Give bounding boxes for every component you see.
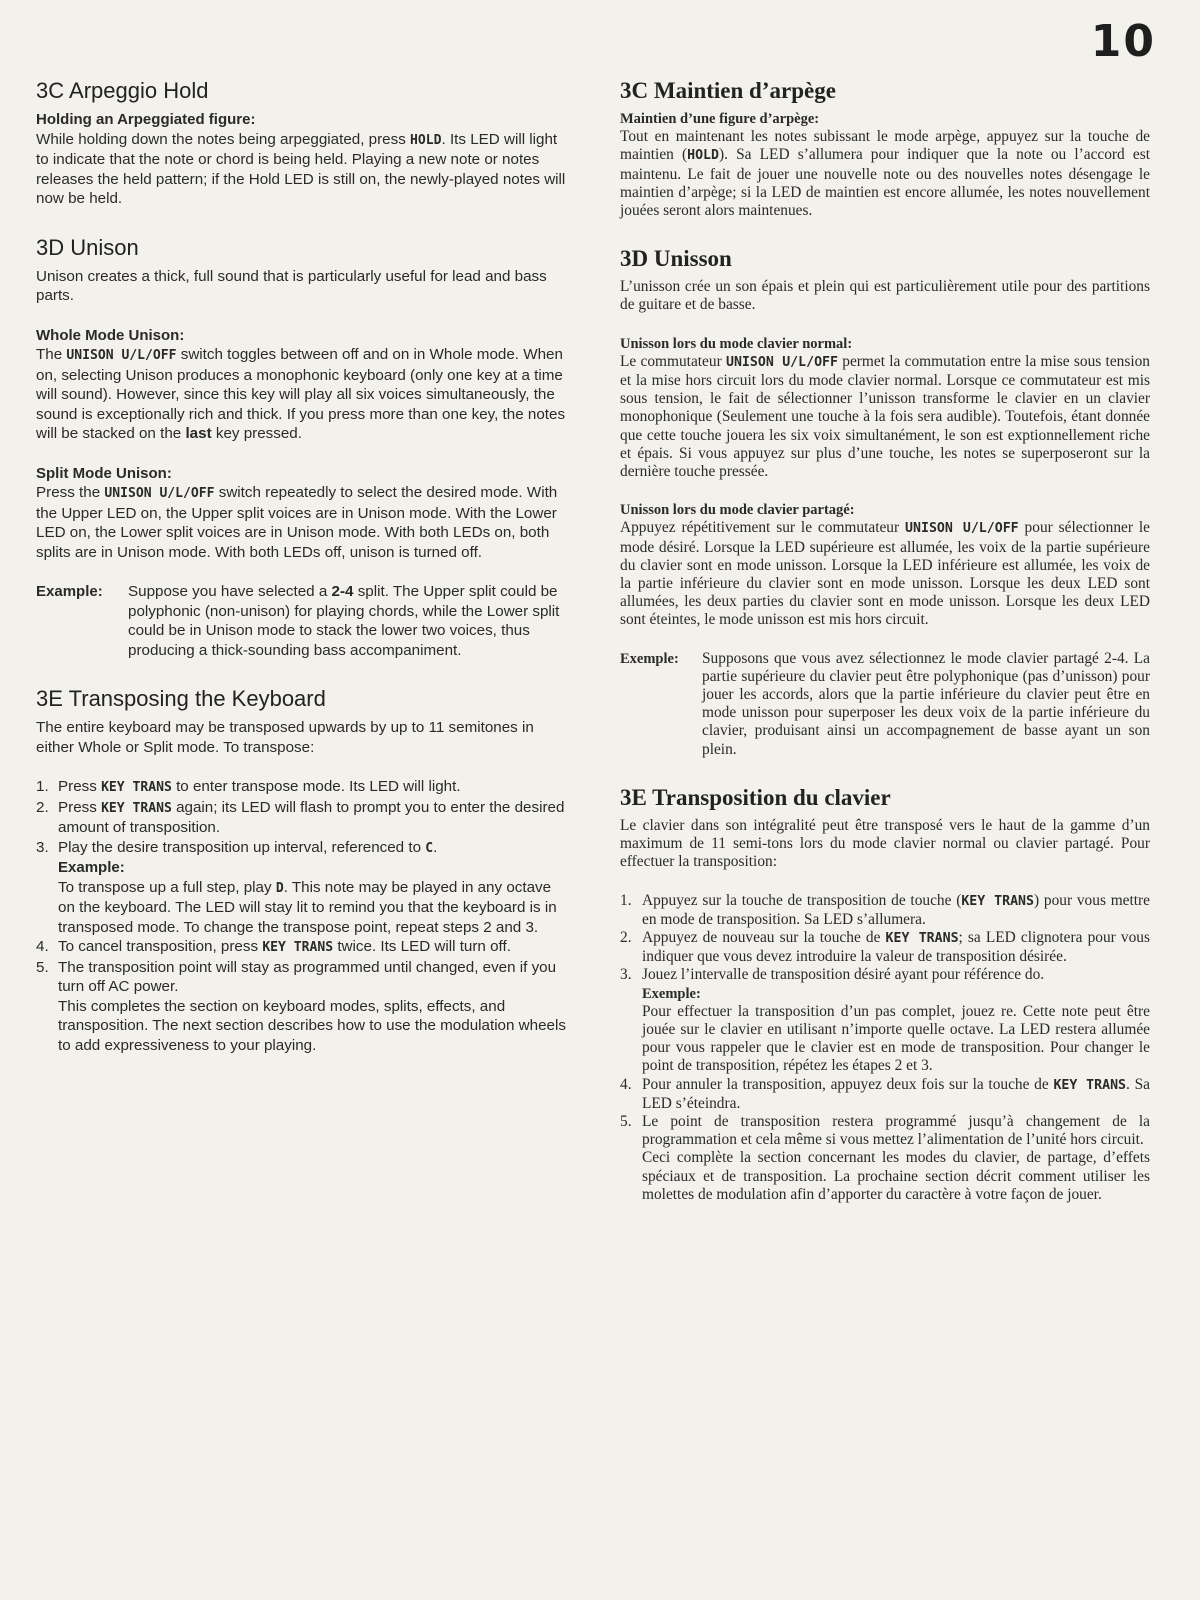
subheading-unisson-normal: Unisson lors du mode clavier normal: xyxy=(620,335,853,352)
paragraph-unison-intro: Unison creates a thick, full sound that is particularly useful for lead and bass parts. xyxy=(36,267,547,304)
example-text: Suppose you have selected a 2-4 split. The Upper split could be polyphonic (non-unison) for playing chords, while the Lower split could be in Unison mode to stack the lower two voices, thus producing a thick-sounding bass accompaniment. xyxy=(128,583,560,659)
transposition-steps-list xyxy=(620,892,1150,1204)
example-block xyxy=(36,582,566,660)
page-number: 10 xyxy=(1090,16,1156,67)
example-block xyxy=(620,650,1150,759)
list-item: 3. Jouez l’intervalle de transposition désiré ayant pour référence do. Exemple: Pour effectuer la transposition d’un pas complet, jouez re. Cette note peut être jouée sur le clavier en utilisant n’importe quelle octave. La LED restera allumée pour vous rappeler que le clavier est en mode de transposition. Pour changer le point de transposition, répétez les étapes 2 et 3. xyxy=(620,966,1150,1075)
heading-3d-unison: 3D Unison xyxy=(36,234,139,260)
list-item: 5. Le point de transposition restera programmé jusqu’à changement de la programmation et cela même si vous mettez l’alimentation de l’unité hors circuit. Ceci complète la section concernant les modes du clavier, de partage, d’effets spéciaux et de transposition. La prochaine section décrit comment utiliser les molettes de modulation afin d’apporter du caractère à votre façon de jouer. xyxy=(620,1112,1150,1203)
list-item: 5. The transposition point will stay as programmed until changed, even if you turn off AC power. This completes the section on keyboard modes, splits, effects, and transposition. The next section describes how to use the modulation wheels to add expressiveness to your playing. xyxy=(36,958,566,1054)
paragraph-whole-mode-unison: The UNISON U/L/OFF switch toggles between off and on in Whole mode. When on, selecting Unison produces a monophonic keyboard (only one key at a time will sound). However, since this key will play all six voices simultaneously, the sound is exceptionally rich and thick. If you press more than one key, the notes will be stacked on the last key pressed. xyxy=(36,346,566,442)
list-item: 1. Press KEY TRANS to enter transpose mode. Its LED will light. xyxy=(36,778,461,795)
paragraph-transpose-intro: The entire keyboard may be transposed upwards by up to 11 semitones in either Whole or Split mode. To transpose: xyxy=(36,719,534,756)
paragraph-maintien: Tout en maintenant les notes subissant le mode arpège, appuyez sur la touche de maintien (HOLD). Sa LED s’allumera pour indiquer que la note ou l’accord est maintenu. Le fait de jouer une nouvelle note ou des nouvelles notes désengage le maintien d’arpège; si la LED de maintien est encore allumée, les notes nouvellement jouées seront alors maintenues. xyxy=(620,128,1150,220)
paragraph-unisson-partage: Appuyez répétitivement sur le commutateur UNISON U/L/OFF pour sélectionner le mode désiré. Lorsque la LED supérieure est allumée, les voix de la partie supérieure du clavier sont en mode unisson. Lorsque la LED inférieure est allumée, les voix de la partie inférieure du clavier sont en mode unisson. Lorsque les deux LED sont allumées, les deux parties du clavier sont en mode unisson. Lorsque les deux LED sont éteintes, le mode unisson est mis hors circuit. xyxy=(620,519,1151,629)
paragraph-transposition-intro: Le clavier dans son intégralité peut être transposé vers le haut de la gamme d’un maximum de 11 semi-tons lors du mode clavier normal ou clavier partagé. Pour effectuer la transposition: xyxy=(620,816,1150,871)
example-label: Exemple: xyxy=(620,650,679,667)
unison-key-label: UNISON U/L/OFF xyxy=(726,354,838,370)
unison-key-label: UNISON U/L/OFF xyxy=(104,486,215,501)
heading-3e-transposition: 3E Transposition du clavier xyxy=(620,784,891,810)
transpose-steps-list xyxy=(36,777,566,1055)
french-column xyxy=(620,78,1150,1204)
heading-3e-transposing: 3E Transposing the Keyboard xyxy=(36,686,326,711)
paragraph-arpeggio-hold: While holding down the notes being arpeggiated, press HOLD. Its LED will light to indicate that the note or chord is being held. Playing a new note or notes releases the held pattern; if the Hold LED is still on, the newly-played notes will now be held. xyxy=(36,130,566,207)
example-label: Example: xyxy=(36,583,103,600)
heading-3c-arpeggio-hold: 3C Arpeggio Hold xyxy=(36,78,209,103)
heading-3c-maintien: 3C Maintien d’arpège xyxy=(620,78,836,103)
list-item: 2. Press KEY TRANS again; its LED will flash to prompt you to enter the desired amount of transposition. xyxy=(36,798,565,836)
list-item: 4. To cancel transposition, press KEY TRANS twice. Its LED will turn off. xyxy=(36,938,511,955)
heading-3d-unisson: 3D Unisson xyxy=(620,246,732,272)
subheading-whole-mode-unison: Whole Mode Unison: xyxy=(36,326,185,344)
subheading-holding-arpeggiated: Holding an Arpeggiated figure: xyxy=(36,111,256,128)
paragraph-split-mode-unison: Press the UNISON U/L/OFF switch repeatedly to select the desired mode. With the Upper LED on, the Upper split voices are in Unison mode. With the Lower LED on, the Lower split voices are in Unison mode. With both LEDs on, both splits are in Unison mode. With both LEDs off, unison is turned off. xyxy=(36,484,558,561)
subheading-split-mode-unison: Split Mode Unison: xyxy=(36,464,172,482)
list-item: 1. Appuyez sur la touche de transposition de touche (KEY TRANS) pour vous mettre en mode de transposition. Sa LED s’allumera. xyxy=(620,891,1151,928)
english-column xyxy=(36,78,566,1055)
list-item: 3. Play the desire transposition up interval, referenced to C. Example: To transpose up a full step, play D. This note may be played in any octave on the keyboard. The LED will stay lit to remind you that the keyboard is in transposed mode. To change the transpose point, repeat steps 2 and 3. xyxy=(36,838,557,936)
unison-key-label: UNISON U/L/OFF xyxy=(66,348,177,363)
paragraph-unisson-intro: L’unisson crée un son épais et plein qui est particulièrement utile pour des partitions de guitare et de basse. xyxy=(620,278,1150,314)
list-item: 2. Appuyez de nouveau sur la touche de KEY TRANS; sa LED clignotera pour vous indiquer que vous devez introduire la valeur de transposition désirée. xyxy=(620,928,1150,966)
subheading-maintien-figure: Maintien d’une figure d’arpège: xyxy=(620,111,820,127)
unison-key-label: UNISON U/L/OFF xyxy=(905,521,1019,537)
hold-key-label: HOLD xyxy=(687,148,719,164)
list-item: 4. Pour annuler la transposition, appuyez deux fois sur la touche de KEY TRANS. Sa LED s’éteindra. xyxy=(620,1075,1150,1112)
hold-key-label: HOLD xyxy=(410,132,442,148)
example-text: Supposons que vous avez sélectionnez le mode clavier partagé 2-4. La partie supérieure du clavier peut être polyphonique (pas d’unisson) pour jouer les accords, alors que la partie inférieure du clavier peut être en mode unisson pour superposer les deux voix de la partie inférieure du clavier, produisant ainsi un accompagnement de basse ayant un son plein. xyxy=(702,649,1150,758)
paragraph-unisson-normal: Le commutateur UNISON U/L/OFF permet la commutation entre la mise sous tension et la mise hors circuit lors du mode clavier normal. Lorsque ce commutateur est mis sous tension, le fait de sélectionner l’unisson transforme le clavier en un clavier monophonique (Seulement une touche à la fois sera audible). Toutefois, étant donnée que cette touche jouera les six voix simultanément, le son est exptionnellement riche et épais. Si vous appuyez sur plus d’une touche, les notes se superposeront sur la dernière touche pressée. xyxy=(620,352,1150,481)
subheading-unisson-partage: Unisson lors du mode clavier partagé: xyxy=(620,502,855,519)
